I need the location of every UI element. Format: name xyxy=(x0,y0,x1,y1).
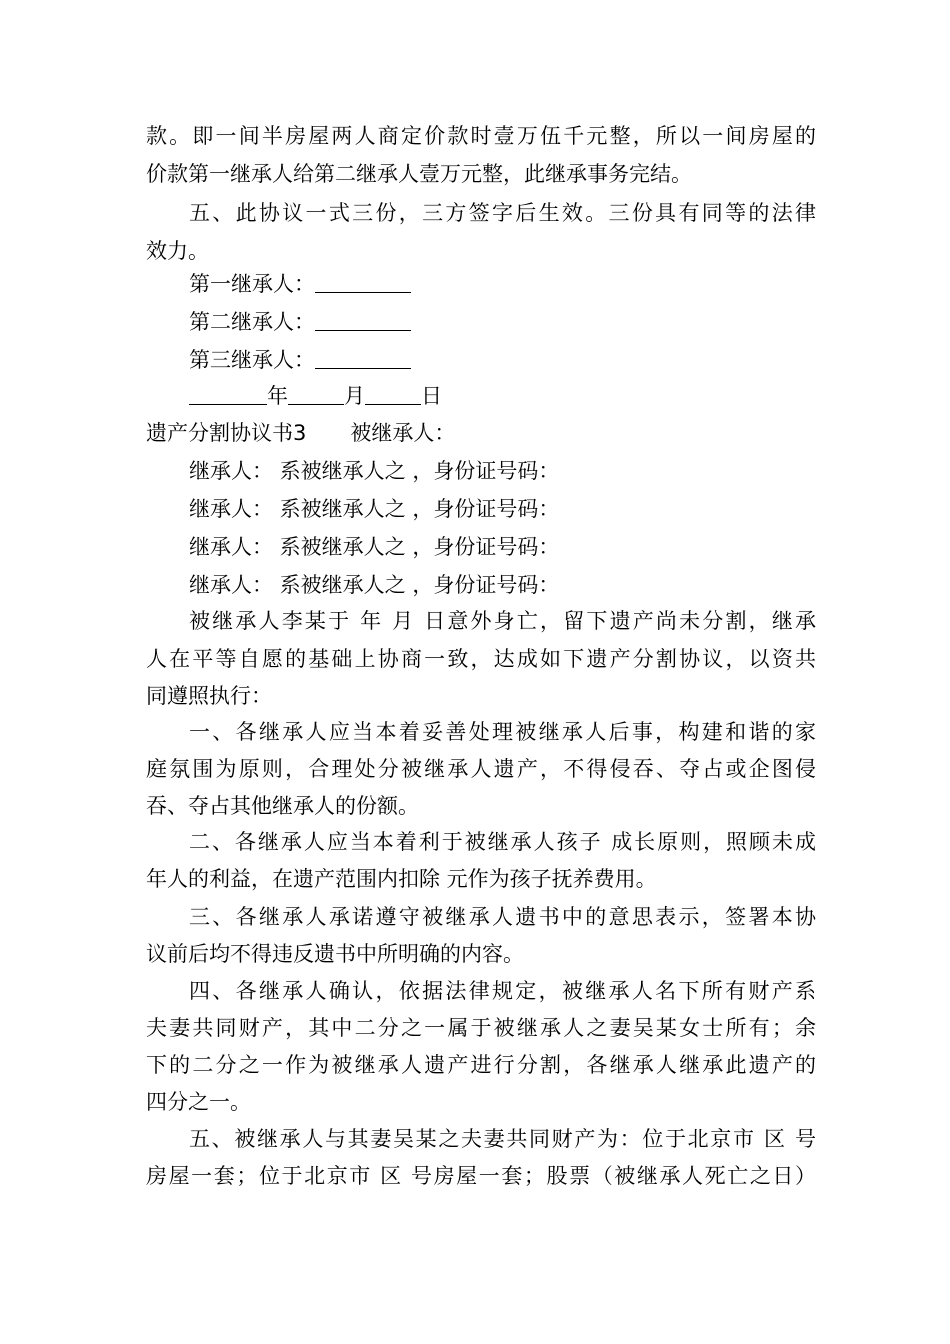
signature-line-second-heir xyxy=(189,307,816,337)
paragraph-line: 吞、夺占其他继承人的份额。 xyxy=(146,794,419,818)
paragraph-line: 年人的利益，在遗产范围内扣除 元作为孩子抚养费用。 xyxy=(146,867,657,891)
decedent-label: 被继承人： xyxy=(350,421,456,445)
signature-label: 第二继承人： xyxy=(189,310,315,334)
signature-blank xyxy=(315,270,411,293)
day-label: 日 xyxy=(421,384,442,408)
year-label: 年 xyxy=(267,384,288,408)
paragraph-line: 下的二分之一作为被继承人遗产进行分割，各继承人继承此遗产的 xyxy=(146,1053,816,1077)
heir-line: 继承人： 系被继承人之 ，身份证号码： xyxy=(189,535,560,559)
paragraph-line: 款。即一间半房屋两人商定价款时壹万伍千元整，所以一间房屋的 xyxy=(146,124,816,148)
paragraph-line: 夫妻共同财产，其中二分之一属于被继承人之妻吴某女士所有；余 xyxy=(146,1016,816,1040)
month-blank xyxy=(288,382,344,405)
paragraph-line: 三、各继承人承诺遵守被继承人遗书中的意思表示，签署本协 xyxy=(189,905,816,929)
paragraph-line: 五、此协议一式三份，三方签字后生效。三份具有同等的法律 xyxy=(189,201,816,225)
paragraph-line: 同遵照执行： xyxy=(146,684,272,708)
section-title: 遗产分割协议书3 xyxy=(146,421,307,445)
paragraph-line: 被继承人李某于 年 月 日意外身亡，留下遗产尚未分割，继承 xyxy=(189,609,816,633)
paragraph-line: 议前后均不得违反遗书中所明确的内容。 xyxy=(146,942,524,966)
signature-line-first-heir xyxy=(189,269,816,299)
paragraph-line: 四分之一。 xyxy=(146,1090,251,1114)
month-label: 月 xyxy=(344,384,365,408)
signature-blank xyxy=(315,346,411,369)
date-line xyxy=(189,381,816,411)
day-blank xyxy=(365,382,421,405)
paragraph-line: 四、各继承人确认，依据法律规定，被继承人名下所有财产系 xyxy=(189,979,816,1003)
paragraph-line: 价款第一继承人给第二继承人壹万元整，此继承事务完结。 xyxy=(146,162,692,186)
paragraph-line: 五、被继承人与其妻吴某之夫妻共同财产为：位于北京市 区 号 xyxy=(189,1127,816,1151)
signature-line-third-heir xyxy=(189,345,816,375)
heir-line: 继承人： 系被继承人之 ，身份证号码： xyxy=(189,459,560,483)
year-blank xyxy=(189,382,267,405)
paragraph-line: 人在平等自愿的基础上协商一致，达成如下遗产分割协议，以资共 xyxy=(146,647,816,671)
section-header xyxy=(146,418,816,448)
signature-blank xyxy=(315,308,411,331)
signature-label: 第三继承人： xyxy=(189,348,315,372)
heir-line: 继承人： 系被继承人之 ，身份证号码： xyxy=(189,497,560,521)
paragraph-line: 一、各继承人应当本着妥善处理被继承人后事，构建和谐的家 xyxy=(189,720,816,744)
paragraph-line: 庭氛围为原则，合理处分被继承人遗产，不得侵吞、夺占或企图侵 xyxy=(146,757,816,781)
signature-label: 第一继承人： xyxy=(189,272,315,296)
paragraph-line: 房屋一套；位于北京市 区 号房屋一套；股票（被继承人死亡之日） xyxy=(146,1164,816,1188)
paragraph-line: 二、各继承人应当本着利于被继承人孩子 成长原则，照顾未成 xyxy=(189,830,816,854)
paragraph-line: 效力。 xyxy=(146,239,209,263)
heir-line: 继承人： 系被继承人之 ，身份证号码： xyxy=(189,573,560,597)
